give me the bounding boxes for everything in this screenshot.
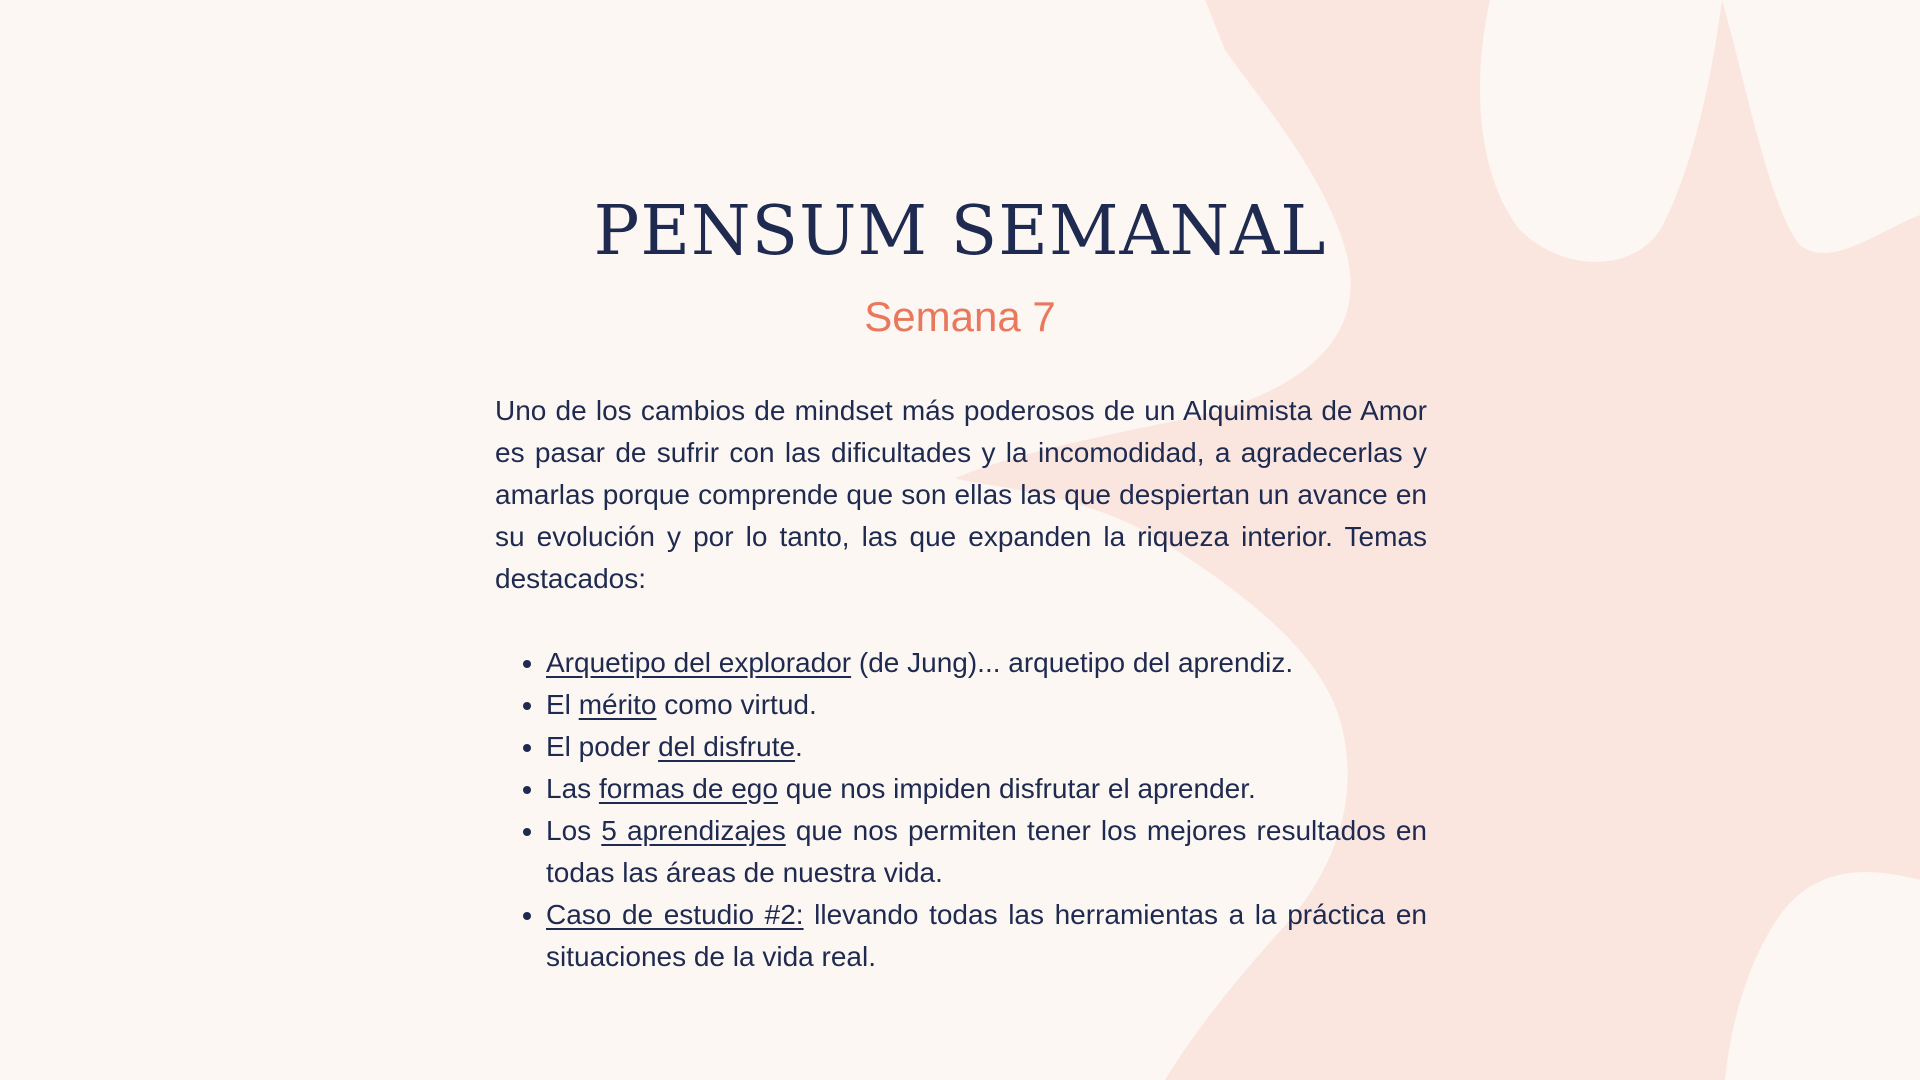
topic-link[interactable]: 5 aprendizajes	[601, 815, 786, 846]
list-item: • Las formas de ego que nos impiden disfrutar el aprender.	[546, 768, 1427, 810]
topic-link[interactable]: formas de ego	[598, 773, 778, 804]
week-subtitle: Semana 7	[864, 293, 1056, 340]
topic-link[interactable]: Caso de estudio #2:	[546, 899, 804, 930]
intro-paragraph: Uno de los cambios de mindset más poderosos de un Alquimista de Amor es pasar de sufrir con las dificultades y la incomodidad, a agradecerlas y amarlas porque comprende que son ellas las que despiertan un avance en su evolución y por lo tanto, las que expanden la riqueza interior. Temas destacados:	[495, 395, 1427, 594]
topic-link[interactable]: mérito	[578, 689, 657, 720]
topics-list	[495, 642, 1427, 978]
list-item: • El mérito como virtud.	[546, 684, 1427, 726]
list-item: • Arquetipo del explorador (de Jung)... arquetipo del aprendiz.	[546, 642, 1427, 684]
topic-link[interactable]: Arquetipo del explorador	[546, 647, 852, 678]
page-title: PENSUM SEMANAL	[593, 192, 1327, 271]
list-item: • El poder del disfrute.	[546, 726, 1427, 768]
list-item: • Caso de estudio #2: llevando todas las herramientas a la práctica en situaciones de la vida real.	[546, 894, 1427, 978]
topic-link[interactable]: del disfrute	[658, 731, 796, 762]
list-item: • Los 5 aprendizajes que nos permiten tener los mejores resultados en todas las áreas de nuestra vida.	[546, 810, 1427, 894]
